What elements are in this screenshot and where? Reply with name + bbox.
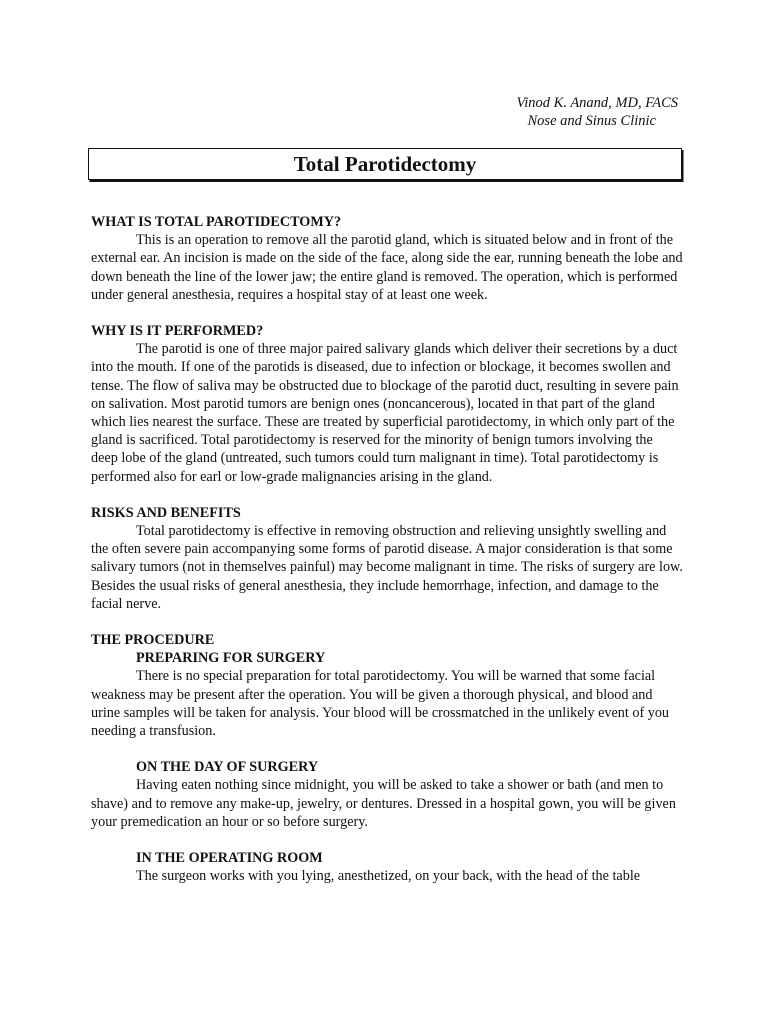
subsection-heading: ON THE DAY OF SURGERY (136, 759, 319, 776)
section-heading: WHY IS IT PERFORMED? (91, 323, 264, 340)
subsection-heading: PREPARING FOR SURGERY (136, 650, 326, 667)
document-title: Total Parotidectomy (293, 152, 477, 176)
section-heading: THE PROCEDURE (91, 632, 215, 649)
section-why-performed (91, 322, 683, 486)
subsection-paragraph: The surgeon works with you lying, anesthetized, on your back, with the head of the table (136, 868, 641, 885)
subsection-day-of-surgery (91, 758, 683, 831)
author-name: Vinod K. Anand, MD, FACS (516, 95, 678, 111)
section-paragraph: The parotid is one of three major paired salivary glands which deliver their secretions by a duct into the mouth. If one of the parotids is diseased, due to infection or blockage, it becomes swollen and tense. The flow of saliva may be obstructed due to blockage of the parotid duct, resulting in severe pain on salivation. Most parotid tumors are benign ones (noncancerous), located in that part of the gland which lies nearest the surface. These are treated by superficial parotidectomy, in which only part of the gland is sacrificed. Total parotidectomy is reserved for the minority of benign tumors involving the deep lobe of the gland (untreated, such tumors could turn malignant in time). Total parotidectomy is performed also for earl or low-grade malignancies arising in the gland. (91, 341, 679, 485)
section-heading: WHAT IS TOTAL PAROTIDECTOMY? (91, 214, 342, 230)
subsection-operating-room (91, 849, 683, 885)
author-block (516, 94, 678, 130)
section-paragraph: This is an operation to remove all the parotid gland, which is situated below and in front of the external ear. An incision is made on the side of the face, along side the ear, running beneath the lobe and down beneath the line of the lower jaw; the entire gland is removed. The operation, which is performed under general anesthesia, requires a hospital stay of at least one week. (91, 232, 683, 303)
subsection-paragraph: There is no special preparation for total parotidectomy. You will be warned that some facial weakness may be present after the operation. You will be given a thorough physical, and blood and urine samples will be taken for analysis. Your blood will be crossmatched in the unlikely event of you needing a transfusion. (91, 668, 670, 740)
subsection-paragraph: Having eaten nothing since midnight, you will be asked to take a shower or bath (and men to shave) and to remove any make-up, jewelry, or dentures. Dressed in a hospital gown, you will be given your premedication an hour or so before surgery. (91, 777, 676, 830)
document-body (91, 213, 683, 886)
title-box (88, 148, 682, 180)
section-what-is (91, 213, 683, 304)
clinic-name: Nose and Sinus Clinic (527, 113, 656, 129)
section-paragraph: Total parotidectomy is effective in removing obstruction and relieving unsightly swelling and the often severe pain accompanying some forms of parotid disease. A major consideration is that some salivary tumors (not in themselves painful) may become malignant in time. The risks of surgery are low. Besides the usual risks of general anesthesia, they include hemorrhage, infection, and damage to the facial nerve. (91, 523, 683, 612)
section-risks-benefits (91, 504, 683, 613)
subsection-heading: IN THE OPERATING ROOM (136, 850, 323, 867)
subsection-preparing (91, 649, 683, 740)
section-procedure (91, 631, 683, 885)
section-heading: RISKS AND BENEFITS (91, 504, 241, 521)
